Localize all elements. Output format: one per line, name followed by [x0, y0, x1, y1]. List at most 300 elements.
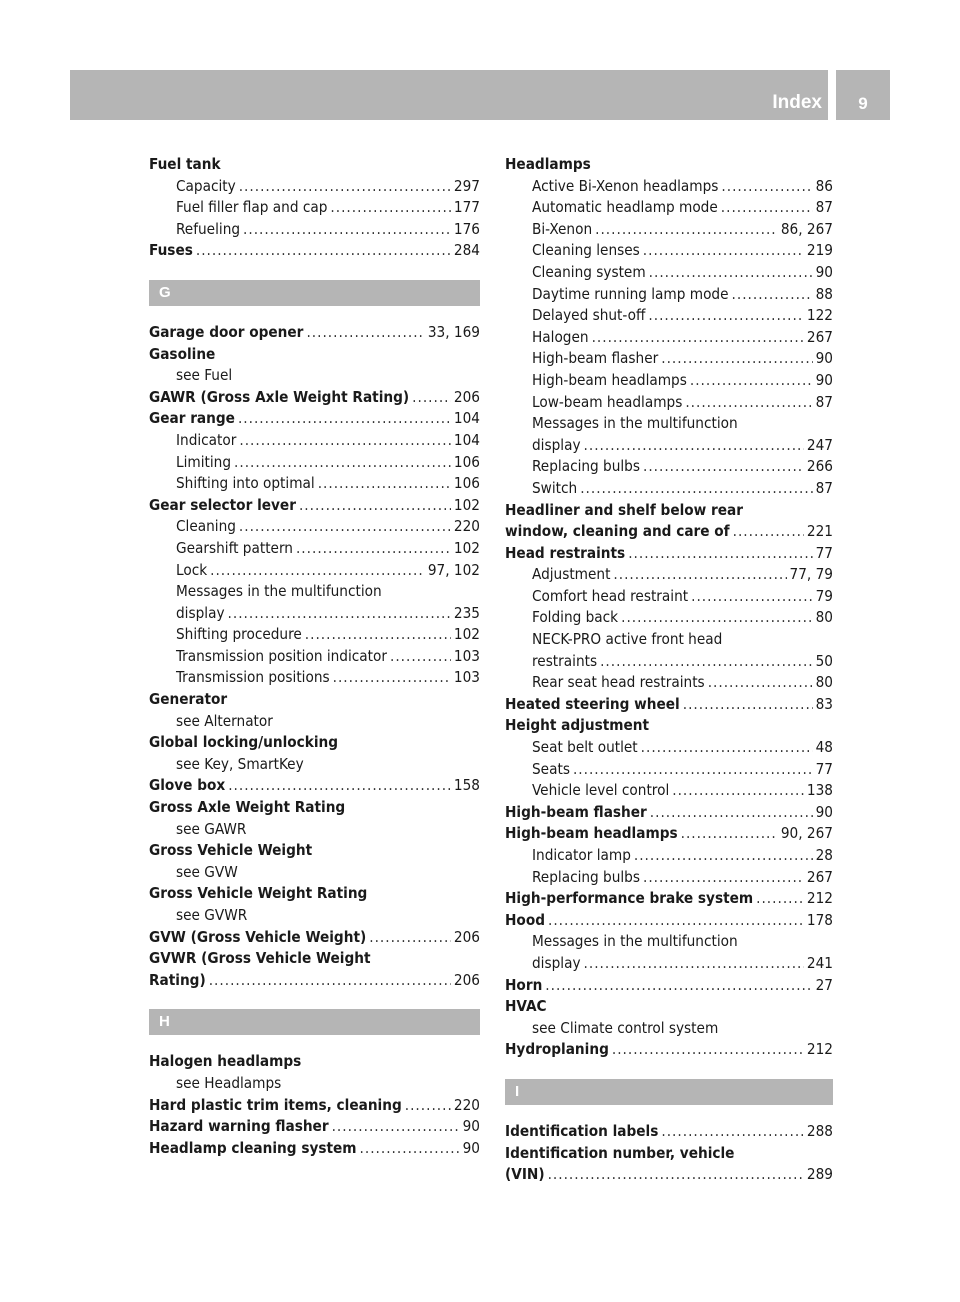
index-subentry [505, 867, 833, 889]
index-entry [505, 910, 833, 932]
entry-text: High-beam flasher [532, 349, 659, 368]
entry-page-reference[interactable]: 176 [453, 219, 480, 238]
entry-page-reference[interactable]: 206 [453, 387, 480, 406]
entry-page-reference[interactable]: 106 [453, 474, 480, 493]
index-entry [505, 1121, 833, 1143]
entry-text: Comfort head restraint [532, 586, 689, 605]
entry-text: Refueling [176, 219, 241, 238]
index-subentry [505, 456, 833, 478]
index-entry [149, 322, 480, 344]
entry-page-reference[interactable]: 50 [815, 651, 833, 670]
entry-text: Lock [176, 560, 208, 579]
entry-page-reference[interactable]: 77 [815, 759, 833, 778]
entry-text: Gross Vehicle Weight Rating [149, 884, 368, 903]
entry-text: Adjustment [532, 565, 611, 584]
entry-page-reference[interactable]: 247 [806, 435, 833, 454]
entry-text: GAWR (Gross Axle Weight Rating) [149, 387, 410, 406]
entry-page-reference[interactable]: 86 [815, 176, 833, 195]
entry-text: Rear seat head restraints [532, 673, 705, 692]
entry-text: Headlamps [505, 155, 591, 173]
entry-page-reference[interactable]: 106 [453, 452, 480, 471]
entry-page-reference[interactable]: 206 [453, 970, 480, 989]
leader-dots [708, 672, 813, 694]
index-subentry [149, 1073, 480, 1095]
index-entry [149, 344, 480, 366]
leader-dots [683, 694, 813, 716]
entry-text: Bi-Xenon [532, 219, 593, 238]
index-subentry [149, 452, 480, 474]
index-subentry [149, 646, 480, 668]
entry-page-reference[interactable]: 103 [453, 668, 480, 687]
entry-page-reference[interactable]: 122 [806, 306, 833, 325]
leader-dots [306, 322, 424, 344]
index-entry [505, 823, 833, 845]
entry-page-reference[interactable]: 79 [815, 586, 833, 605]
leader-dots [733, 521, 804, 543]
entry-page-reference[interactable]: 104 [453, 430, 480, 449]
entry-text: Transmission position indicator [176, 646, 387, 665]
index-entry [149, 1051, 480, 1073]
entry-page-reference[interactable]: 288 [806, 1121, 833, 1140]
leader-dots [296, 538, 451, 560]
index-subentry [505, 564, 833, 586]
index-entry [149, 797, 480, 819]
leader-dots [412, 387, 451, 409]
leader-dots [332, 1116, 460, 1138]
index-entry [505, 975, 833, 997]
leader-dots [580, 478, 812, 500]
leader-dots [360, 1138, 460, 1160]
leader-dots [643, 456, 804, 478]
index-entry [505, 1143, 833, 1165]
entry-text: Hood [505, 910, 545, 929]
leader-dots [238, 408, 451, 430]
index-subentry [505, 478, 833, 500]
entry-text: Gear range [149, 409, 235, 428]
index-subentry [505, 305, 833, 327]
entry-text: display [176, 603, 225, 622]
entry-page-reference[interactable]: 267 [806, 867, 833, 886]
index-entry [505, 996, 833, 1018]
entry-text: Indicator lamp [532, 846, 631, 864]
leader-dots [649, 262, 813, 284]
index-entry [505, 1164, 833, 1186]
index-entry [505, 500, 833, 522]
index-entry [505, 543, 833, 565]
entry-text: Shifting into optimal [176, 474, 315, 493]
leader-dots [648, 305, 804, 327]
entry-text: Fuel tank [149, 155, 221, 173]
index-entry [149, 1138, 480, 1160]
leader-dots [661, 1121, 804, 1143]
entry-page-reference[interactable]: 87 [815, 198, 833, 217]
entry-text: Glove box [149, 776, 226, 795]
leader-dots [643, 867, 804, 889]
index-subentry [149, 667, 480, 689]
leader-dots [405, 1095, 451, 1117]
entry-text: Headliner and shelf below rear [505, 500, 744, 519]
entry-text: window, cleaning and care of [505, 522, 730, 541]
leader-dots [592, 327, 804, 349]
entry-text: Rating) [149, 970, 206, 989]
index-entry [149, 689, 480, 711]
leader-dots [318, 473, 451, 495]
leader-dots [613, 564, 786, 586]
index-subentry [149, 819, 480, 841]
index-entry [505, 802, 833, 824]
entry-page-reference[interactable]: 80 [815, 673, 833, 692]
index-subentry [505, 759, 833, 781]
index-entry [149, 154, 480, 176]
entry-text: Gasoline [149, 344, 216, 363]
leader-dots [600, 651, 813, 673]
entry-page-reference[interactable]: 90 [462, 1138, 480, 1157]
entry-text: High-beam headlamps [532, 370, 687, 389]
entry-text: GVWR (Gross Vehicle Weight [149, 949, 371, 968]
entry-page-reference[interactable]: 102 [453, 495, 480, 514]
index-entry [505, 694, 833, 716]
page-title: Index [772, 92, 822, 113]
entry-page-reference[interactable]: 221 [806, 522, 833, 541]
entry-page-reference[interactable]: 90 [815, 370, 833, 389]
entry-page-reference[interactable]: 266 [806, 457, 833, 476]
index-subentry [505, 672, 833, 694]
entry-text: GVW (Gross Vehicle Weight) [149, 927, 367, 946]
index-entry [149, 408, 480, 430]
entry-page-reference[interactable]: 90 [462, 1117, 480, 1136]
entry-text: see GVW [176, 862, 238, 881]
index-entry [149, 840, 480, 862]
index-subentry [505, 651, 833, 673]
index-entry [505, 888, 833, 910]
index-subentry [149, 905, 480, 927]
entry-text: Seats [532, 759, 570, 778]
leader-dots [685, 392, 812, 414]
index-subentry [505, 262, 833, 284]
leader-dots [672, 780, 804, 802]
entry-page-reference[interactable]: 104 [453, 409, 480, 428]
leader-dots [681, 823, 778, 845]
index-subentry [505, 240, 833, 262]
entry-text: Cleaning lenses [532, 241, 640, 260]
leader-dots [196, 240, 451, 262]
leader-dots [239, 176, 451, 198]
index-entry [149, 495, 480, 517]
entry-text: Fuel filler flap and cap [176, 198, 328, 217]
entry-text: Automatic headlamp mode [532, 198, 718, 217]
entry-page-reference[interactable]: 102 [453, 538, 480, 557]
entry-page-reference[interactable]: 102 [453, 625, 480, 644]
entry-text: Active Bi-Xenon headlamps [532, 176, 719, 195]
leader-dots [209, 970, 451, 992]
entry-text: Halogen headlamps [149, 1052, 302, 1071]
header-divider [831, 70, 834, 120]
entry-page-reference[interactable]: 77 [815, 543, 833, 562]
entry-text: display [532, 435, 581, 454]
entry-text: Gross Vehicle Weight [149, 841, 313, 860]
entry-page-reference[interactable]: 48 [815, 738, 833, 757]
entry-page-reference[interactable]: 90 [815, 262, 833, 281]
entry-text: Halogen [532, 327, 589, 346]
index-subentry [505, 435, 833, 457]
entry-page-reference[interactable]: 220 [453, 1095, 480, 1114]
entry-page-reference[interactable]: 212 [806, 889, 833, 908]
entry-page-reference[interactable]: 103 [453, 646, 480, 665]
entry-text: High-beam flasher [505, 802, 647, 821]
index-subentry [505, 931, 833, 953]
entry-page-reference[interactable]: 97, 102 [427, 560, 480, 579]
entry-text: Folding back [532, 608, 619, 627]
header-bar [70, 70, 828, 120]
entry-page-reference[interactable]: 33, 169 [427, 322, 480, 341]
index-subentry [149, 365, 480, 387]
leader-dots [305, 624, 451, 646]
entry-text: Vehicle level control [532, 781, 670, 800]
index-subentry [149, 754, 480, 776]
entry-text: Identification labels [505, 1121, 659, 1140]
entry-page-reference[interactable]: 86, 267 [780, 219, 833, 238]
entry-text: see Headlamps [176, 1073, 282, 1092]
index-subentry [505, 327, 833, 349]
index-subentry [149, 711, 480, 733]
leader-dots [721, 197, 813, 219]
entry-text: Heated steering wheel [505, 694, 680, 713]
entry-page-reference[interactable]: 284 [453, 241, 480, 260]
index-subentry [149, 219, 480, 241]
index-entry [149, 1116, 480, 1138]
entry-page-reference[interactable]: 241 [806, 953, 833, 972]
leader-dots [243, 219, 451, 241]
leader-dots [721, 176, 812, 198]
index-subentry [149, 560, 480, 582]
entry-text: High-performance brake system [505, 889, 754, 908]
index-entry [149, 387, 480, 409]
leader-dots [634, 845, 813, 867]
leader-dots [239, 430, 451, 452]
entry-text: Cleaning [176, 517, 236, 536]
leader-dots [369, 927, 451, 949]
index-subentry [505, 780, 833, 802]
leader-dots [584, 435, 804, 457]
index-subentry [505, 284, 833, 306]
leader-dots [545, 975, 812, 997]
entry-text: Limiting [176, 452, 232, 471]
entry-text: restraints [532, 651, 598, 670]
entry-text: Messages in the multifunction [532, 414, 738, 433]
index-entry [505, 1039, 833, 1061]
entry-text: Garage door opener [149, 322, 304, 341]
page-number: 9 [836, 70, 890, 120]
index-subentry [505, 586, 833, 608]
leader-dots [690, 370, 813, 392]
index-entry [505, 715, 833, 737]
index-subentry [149, 516, 480, 538]
leader-dots [330, 197, 451, 219]
entry-text: Capacity [176, 176, 236, 195]
entry-page-reference[interactable]: 206 [453, 927, 480, 946]
entry-text: Fuses [149, 241, 193, 260]
entry-text: Height adjustment [505, 716, 650, 735]
index-entry [149, 948, 480, 970]
entry-page-reference[interactable]: 90, 267 [780, 824, 833, 843]
index-entry [505, 154, 833, 176]
entry-page-reference[interactable]: 219 [806, 241, 833, 260]
entry-text: Messages in the multifunction [176, 582, 382, 601]
entry-page-reference[interactable]: 212 [806, 1040, 833, 1059]
entry-page-reference[interactable]: 87 [815, 392, 833, 411]
index-entry [149, 732, 480, 754]
entry-text: Hazard warning flasher [149, 1117, 329, 1136]
entry-text: NECK-PRO active front head [532, 630, 723, 649]
index-subentry [505, 737, 833, 759]
section-header-g: G [149, 280, 480, 306]
entry-text: Delayed shut-off [532, 306, 646, 325]
index-column-left [149, 154, 480, 1159]
index-subentry [505, 197, 833, 219]
index-subentry [505, 370, 833, 392]
entry-text: Replacing bulbs [532, 457, 640, 476]
entry-text: Cleaning system [532, 262, 646, 281]
entry-text: see Alternator [176, 711, 273, 730]
entry-page-reference[interactable]: 138 [806, 781, 833, 800]
leader-dots [595, 219, 778, 241]
entry-text: (VIN) [505, 1165, 545, 1184]
entry-text: see Climate control system [532, 1018, 719, 1037]
index-subentry [149, 538, 480, 560]
entry-text: HVAC [505, 997, 547, 1016]
index-subentry [505, 219, 833, 241]
entry-text: Switch [532, 478, 578, 497]
entry-text: Low-beam headlamps [532, 392, 683, 411]
index-subentry [149, 176, 480, 198]
entry-text: Shifting procedure [176, 625, 302, 644]
leader-dots [548, 1164, 804, 1186]
entry-page-reference[interactable]: 178 [806, 910, 833, 929]
leader-dots [390, 646, 451, 668]
index-subentry [505, 607, 833, 629]
leader-dots [228, 775, 451, 797]
index-entry [149, 775, 480, 797]
index-entry [149, 970, 480, 992]
index-subentry [149, 473, 480, 495]
entry-text: Gear selector lever [149, 495, 296, 514]
entry-page-reference[interactable]: 28 [815, 846, 833, 864]
index-entry [149, 240, 480, 262]
leader-dots [650, 802, 813, 824]
leader-dots [234, 452, 451, 474]
entry-text: Generator [149, 690, 228, 709]
entry-text: Head restraints [505, 543, 626, 562]
entry-text: Replacing bulbs [532, 867, 640, 886]
index-subentry [149, 581, 480, 603]
leader-dots [732, 284, 813, 306]
leader-dots [584, 953, 804, 975]
entry-text: Hydroplaning [505, 1040, 609, 1059]
entry-text: Horn [505, 975, 543, 994]
leader-dots [228, 603, 451, 625]
section-header-i: I [505, 1079, 833, 1105]
leader-dots [756, 888, 804, 910]
section-header-h: H [149, 1009, 480, 1035]
entry-page-reference[interactable]: 27 [815, 975, 833, 994]
leader-dots [641, 737, 813, 759]
entry-text: Gross Axle Weight Rating [149, 798, 346, 817]
entry-text: see GAWR [176, 819, 247, 838]
entry-page-reference[interactable]: 267 [806, 327, 833, 346]
index-subentry [505, 953, 833, 975]
index-subentry [149, 862, 480, 884]
entry-text: see GVWR [176, 906, 248, 924]
entry-text: Global locking/unlocking [149, 733, 339, 752]
index-entry [149, 883, 480, 905]
entry-text: display [532, 953, 581, 972]
index-entry [149, 1095, 480, 1117]
leader-dots [573, 759, 813, 781]
leader-dots [612, 1039, 804, 1061]
index-subentry [149, 624, 480, 646]
entry-page-reference[interactable]: 90 [815, 802, 833, 821]
index-subentry [505, 176, 833, 198]
entry-page-reference[interactable]: 297 [453, 176, 480, 195]
entry-text: see Key, SmartKey [176, 754, 304, 773]
leader-dots [691, 586, 813, 608]
leader-dots [210, 560, 425, 582]
index-entry [505, 521, 833, 543]
entry-page-reference[interactable]: 177 [453, 198, 480, 217]
index-subentry [149, 430, 480, 452]
leader-dots [643, 240, 804, 262]
entry-text: Daytime running lamp mode [532, 284, 729, 303]
index-entry [149, 927, 480, 949]
leader-dots [621, 607, 813, 629]
entry-text: Hard plastic trim items, cleaning [149, 1095, 402, 1114]
leader-dots [239, 516, 451, 538]
entry-page-reference[interactable]: 83 [815, 694, 833, 713]
entry-text: Transmission positions [176, 668, 330, 687]
entry-page-reference[interactable]: 220 [453, 517, 480, 536]
entry-page-reference[interactable]: 90 [815, 349, 833, 368]
entry-text: Identification number, vehicle [505, 1143, 735, 1162]
entry-page-reference[interactable]: 77, 79 [789, 565, 833, 584]
entry-page-reference[interactable]: 88 [815, 284, 833, 303]
entry-text: Messages in the multifunction [532, 932, 738, 951]
entry-page-reference[interactable]: 235 [453, 603, 480, 622]
index-subentry [505, 1018, 833, 1040]
index-subentry [505, 629, 833, 651]
entry-page-reference[interactable]: 87 [815, 478, 833, 497]
entry-text: see Fuel [176, 366, 233, 385]
entry-page-reference[interactable]: 289 [806, 1165, 833, 1184]
index-subentry [149, 197, 480, 219]
leader-dots [628, 543, 812, 565]
entry-text: High-beam headlamps [505, 824, 678, 843]
entry-page-reference[interactable]: 158 [453, 776, 480, 795]
index-subentry [505, 845, 833, 867]
index-subentry [505, 348, 833, 370]
leader-dots [661, 348, 812, 370]
entry-text: Indicator [176, 430, 237, 449]
entry-text: Gearshift pattern [176, 538, 293, 557]
leader-dots [548, 910, 804, 932]
index-column-right [505, 154, 833, 1186]
leader-dots [299, 495, 451, 517]
leader-dots [333, 667, 451, 689]
index-subentry [505, 392, 833, 414]
entry-page-reference[interactable]: 80 [815, 608, 833, 627]
entry-text: Seat belt outlet [532, 738, 638, 757]
index-subentry [149, 603, 480, 625]
entry-text: Headlamp cleaning system [149, 1138, 357, 1157]
